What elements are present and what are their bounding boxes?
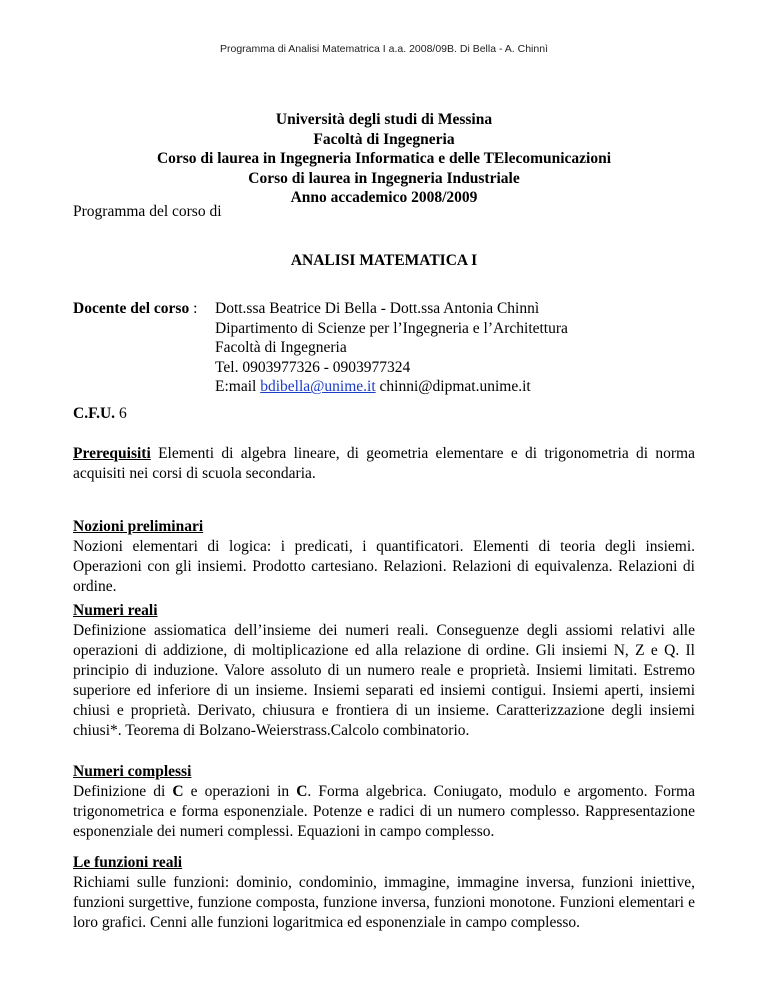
section-funzioni-reali	[73, 853, 695, 933]
docente-label-wrap	[73, 299, 197, 319]
section-line: funzioni surgettive, funzione composta, funzione inversa, funzioni monotone. Funzioni elementari e	[73, 894, 695, 911]
section-line: chiusi e proprietà. Derivato, chiusura e frontiera di un insieme. Caratterizzazione degli insiemi	[73, 702, 695, 719]
email-secondary: chinni@dipmat.unime.it	[375, 378, 531, 396]
prerequisiti-line	[73, 444, 695, 464]
programma-label: Programma del corso di	[73, 203, 222, 220]
cfu-value: 6	[115, 405, 127, 422]
course-title: ANALISI MATEMATICA I	[290, 252, 478, 269]
prerequisiti-heading: Prerequisiti	[73, 445, 151, 462]
section-line: loro grafici. Cenni alle funzioni logaritmica ed esponenziale in campo complesso.	[73, 914, 581, 931]
section-line: principio di induzione. Valore assoluto di un numero reale e proprietà. Insiemi limitati. Estremo	[73, 662, 695, 679]
section-line	[73, 782, 695, 802]
prerequisiti-block	[73, 444, 695, 484]
docente-phone: Tel. 0903977326 - 0903977324	[215, 358, 411, 376]
docente-department: Dipartimento di Scienze per l’Ingegneria e l’Architettura	[215, 319, 568, 337]
section-line: ordine.	[73, 578, 117, 595]
docente-email-line	[215, 377, 568, 397]
section-numeri-reali	[73, 601, 695, 741]
docente-colon: :	[189, 300, 198, 317]
section-line: Operazioni con gli insiemi. Prodotto cartesiano. Relazioni. Relazioni di equivalenza. Relazioni di	[73, 558, 695, 575]
university-name: Università degli studi di Messina	[275, 111, 493, 128]
section-line: operazioni di addizione, di moltiplicazione ed alla relazione di ordine. Gli insiemi N, Z e Q. Il	[73, 642, 695, 659]
degree-course-2: Corso di laurea in Ingegneria Industriale	[248, 169, 520, 187]
section-heading: Nozioni preliminari	[73, 518, 204, 535]
section-line-text: Definizione di C e operazioni in C. Forma algebrica. Coniugato, modulo e argomento. Forma	[73, 783, 695, 800]
section-line: Definizione assiomatica dell’insieme dei numeri reali. Conseguenze degli assiomi relativi alle	[73, 622, 695, 639]
degree-course-1: Corso di laurea in Ingegneria Informatica e delle TElecomunicazioni	[156, 150, 612, 167]
section-line: chiusi*. Teorema di Bolzano-Weierstrass.Calcolo combinatorio.	[73, 722, 470, 739]
running-header: Programma di Analisi Matematrica I a.a. 2008/09B. Di Bella - A. Chinnì	[220, 43, 548, 55]
complex-set-symbol: C	[296, 783, 308, 800]
title-block	[60, 110, 708, 208]
faculty-name: Facoltà di Ingegneria	[313, 130, 455, 148]
docente-details	[215, 299, 568, 397]
section-heading: Numeri complessi	[73, 763, 192, 780]
section-numeri-complessi	[73, 762, 695, 842]
cfu-line	[73, 405, 127, 423]
docente-label: Docente del corso	[73, 300, 190, 317]
prerequisiti-line: acquisiti nei corsi di scuola secondaria.	[73, 465, 316, 482]
section-line: esponenziale dei numeri complessi. Equazioni in campo complesso.	[73, 823, 495, 840]
docente-faculty: Facoltà di Ingegneria	[215, 339, 347, 357]
section-line: Richiami sulle funzioni: dominio, condominio, immagine, immagine inversa, funzioni iniettive,	[73, 874, 695, 891]
email-link[interactable]: bdibella@unime.it	[260, 378, 376, 396]
cfu-label: C.F.U.	[73, 405, 116, 422]
section-nozioni-preliminari	[73, 517, 695, 597]
academic-year: Anno accademico 2008/2009	[290, 189, 478, 206]
docente-names: Dott.ssa Beatrice Di Bella - Dott.ssa Antonia Chinnì	[215, 300, 540, 317]
email-prefix: E:mail	[215, 378, 261, 396]
section-line: trigonometrica e forma esponenziale. Potenze e radici di un numero complesso. Rappresentazione	[73, 803, 695, 820]
section-heading: Le funzioni reali	[73, 854, 183, 871]
prerequisiti-text: Elementi di algebra lineare, di geometria elementare e di trigonometria di norma	[150, 445, 695, 462]
section-line: superiore ed inferiore di un insieme. Insiemi separati ed insiemi contigui. Insiemi aperti, insiemi	[73, 682, 695, 699]
section-line: Nozioni elementari di logica: i predicati, i quantificatori. Elementi di teoria degli insiemi.	[73, 538, 695, 555]
complex-set-symbol: C	[172, 783, 184, 800]
section-heading: Numeri reali	[73, 602, 158, 619]
